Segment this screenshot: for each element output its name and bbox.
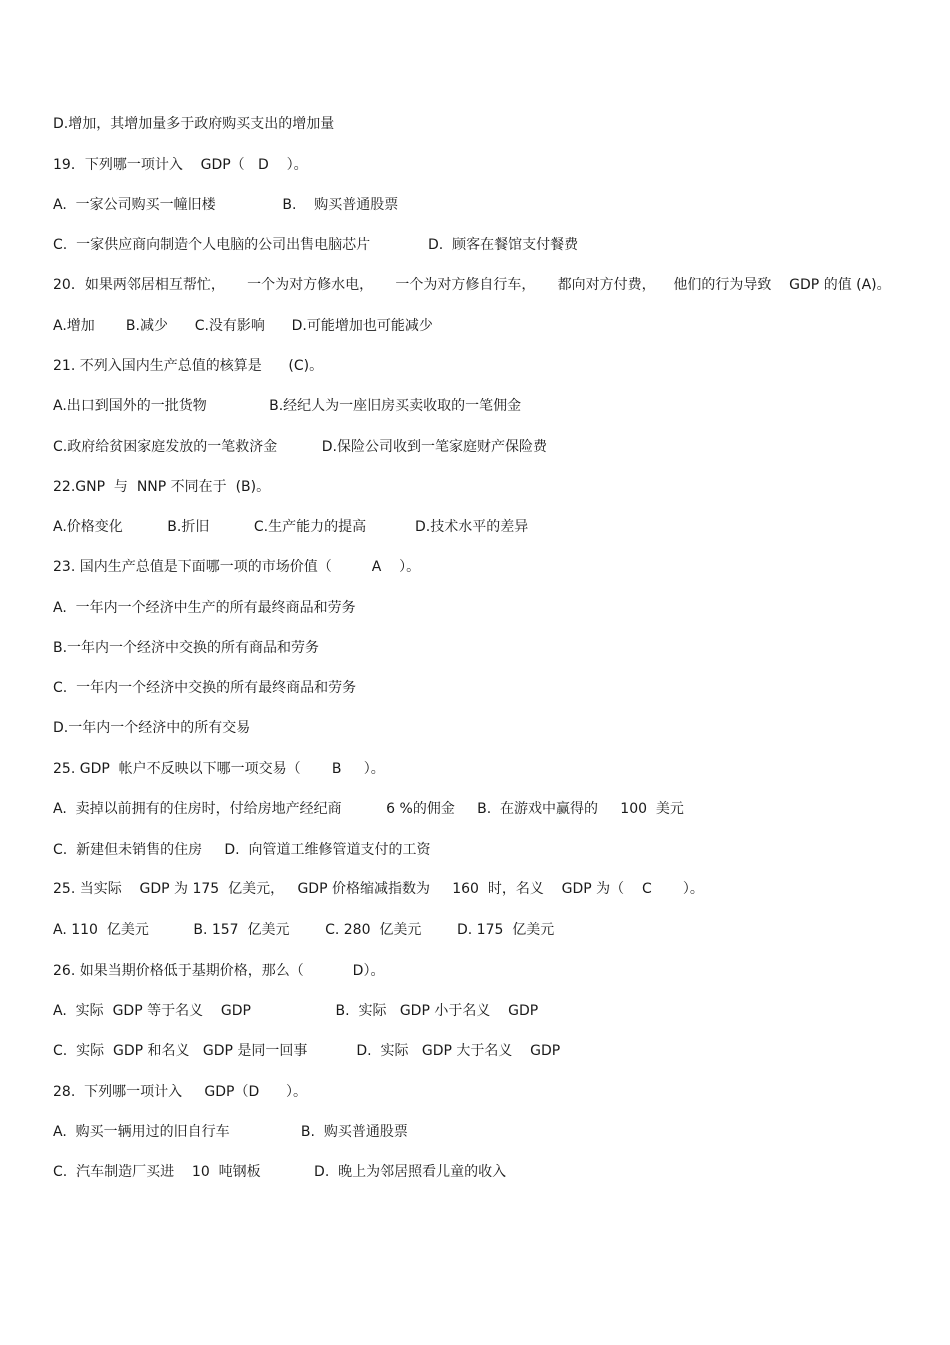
text-line: B.一年内一个经济中交换的所有商品和劳务 (53, 640, 320, 656)
question-25: 25. GDP 帐户不反映以下哪一项交易（ B ）。 (53, 761, 385, 777)
question-22: 22.GNP 与 NNP 不同在于 (B)。 (53, 479, 271, 495)
text-line: C. 汽车制造厂买进 10 吨钢板 D. 晚上为邻居照看儿童的收入 (53, 1164, 507, 1180)
text-line: A. 卖掉以前拥有的住房时，付给房地产经纪商 6 %的佣金 B. 在游戏中赢得的 100 美元 (53, 801, 684, 817)
text-line: A. 一年内一个经济中生产的所有最终商品和劳务 (53, 600, 356, 616)
text-line: C. 新建但未销售的住房 D. 向管道工维修管道支付的工资 (53, 842, 431, 858)
text-line: C.政府给贫困家庭发放的一笔救济金 D.保险公司收到一笔家庭财产保险费 (53, 439, 547, 455)
question-20: 20．如果两邻居相互帮忙， 一个为对方修水电， 一个为对方修自行车， 都向对方付费， 他们的行为导致 GDP 的值 (A)。 (53, 277, 891, 293)
question-23: 23. 国内生产总值是下面哪一项的市场价值（ A ）。 (53, 559, 421, 575)
question-21: 21. 不列入国内生产总值的核算是 (C)。 (53, 358, 324, 374)
text-line: A.出口到国外的一批货物 B.经纪人为一座旧房买卖收取的一笔佣金 (53, 398, 522, 414)
question-26: 26. 如果当期价格低于基期价格，那么（ D）。 (53, 963, 385, 979)
text-line: A.价格变化 B.折旧 C.生产能力的提高 D.技术水平的差异 (53, 519, 529, 535)
text-line: D.一年内一个经济中的所有交易 (53, 720, 251, 736)
text-line: A. 110 亿美元 B. 157 亿美元 C. 280 亿美元 D. 175 亿美元 (53, 922, 555, 938)
text-line: D.增加，其增加量多于政府购买支出的增加量 (53, 116, 335, 132)
question-28: 28. 下列哪一项计入 GDP（D ）。 (53, 1084, 307, 1100)
question-19: 19．下列哪一项计入 GDP（ D ）。 (53, 157, 308, 173)
text-line: C. 一家供应商向制造个人电脑的公司出售电脑芯片 D. 顾客在餐馆支付餐费 (53, 237, 579, 253)
text-line: A.增加 B.减少 C.没有影响 D.可能增加也可能减少 (53, 318, 433, 334)
text-line: A. 购买一辆用过的旧自行车 B. 购买普通股票 (53, 1124, 408, 1140)
text-line: C. 实际 GDP 和名义 GDP 是同一回事 D. 实际 GDP 大于名义 GDP (53, 1043, 561, 1059)
text-line: C. 一年内一个经济中交换的所有最终商品和劳务 (53, 680, 357, 696)
text-line: A. 一家公司购买一幢旧楼 B. 购买普通股票 (53, 197, 399, 213)
question-25b: 25. 当实际 GDP 为 175 亿美元， GDP 价格缩减指数为 160 时，名义 GDP 为（ C ）。 (53, 881, 704, 897)
text-line: A. 实际 GDP 等于名义 GDP B. 实际 GDP 小于名义 GDP (53, 1003, 539, 1019)
